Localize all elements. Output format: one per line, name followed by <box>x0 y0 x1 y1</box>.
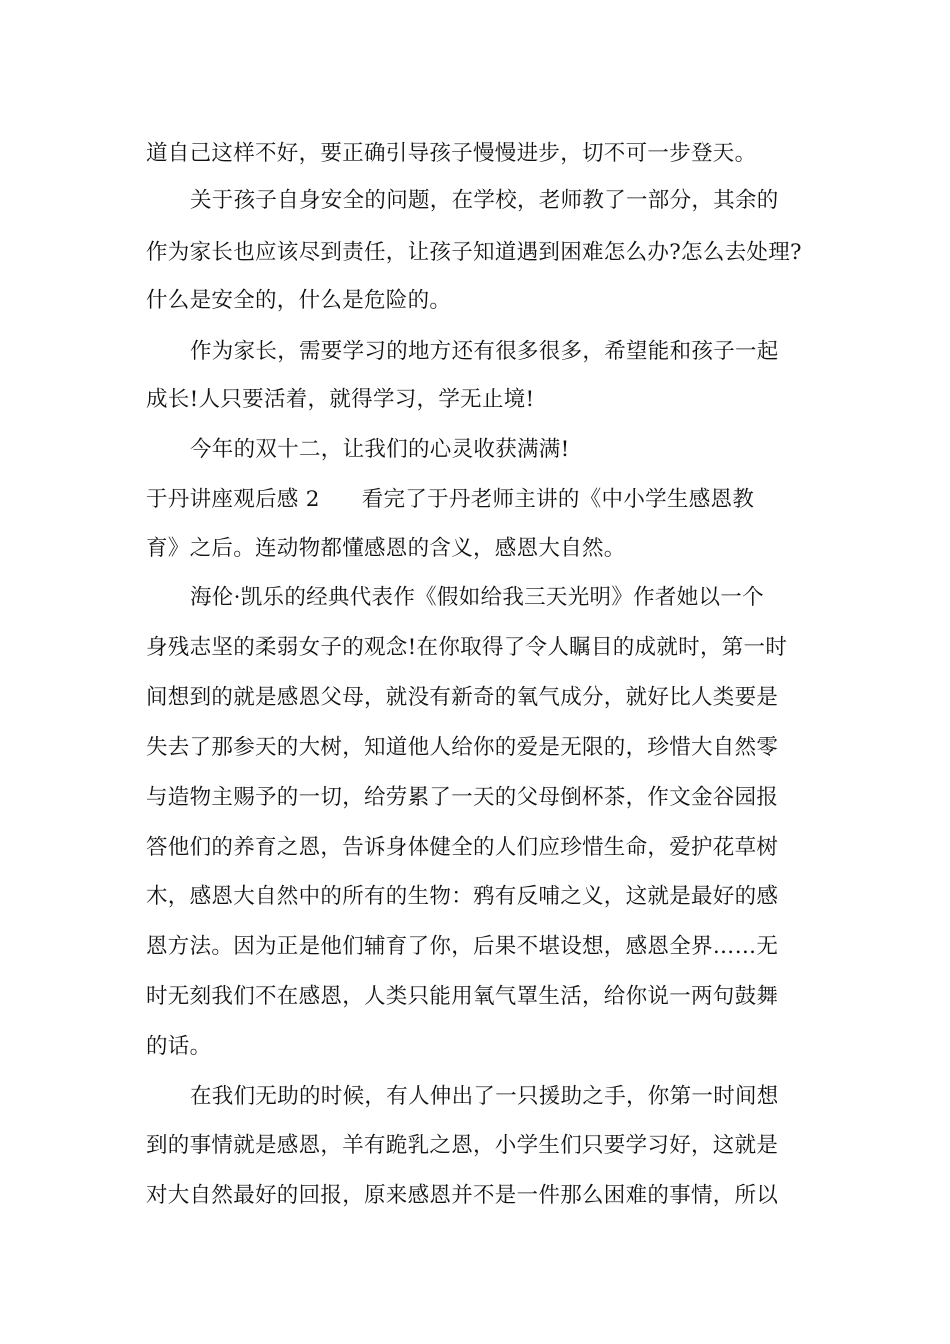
text-line: 间想到的就是感恩父母，就没有新奇的氧气成分，就好比人类要是 <box>146 685 779 710</box>
text-line: 育》之后。连动物都懂感恩的含义，感恩大自然。 <box>146 536 626 561</box>
text-line: 在我们无助的时候，有人伸出了一只援助之手，你第一时间想 <box>190 1084 779 1109</box>
section-heading-line <box>146 486 806 514</box>
text-line: 什么是安全的，什么是危险的。 <box>146 288 452 313</box>
text-line: 失去了那参天的大树，知道他人给你的爱是无限的，珍惜大自然零 <box>146 735 779 760</box>
text-line: 对大自然最好的回报，原来感恩并不是一件那么困难的事情，所以 <box>146 1183 779 1208</box>
text-line: 木，感恩大自然中的所有的生物：鸦有反哺之义，这就是最好的感 <box>146 884 779 909</box>
text-line: 到的事情就是感恩，羊有跪乳之恩，小学生们只要学习好，这就是 <box>146 1133 779 1158</box>
text-line: 答他们的养育之恩，告诉身体健全的人们应珍惜生命，爱护花草树 <box>146 835 779 860</box>
text-line: 作为家长也应该尽到责任，让孩子知道遇到困难怎么办?怎么去处理? <box>146 240 802 265</box>
text-line: 身残志坚的柔弱女子的观念!在你取得了令人瞩目的成就时，第一时 <box>146 635 788 660</box>
section-title: 于丹讲座观后感 2 <box>146 487 320 512</box>
text-line: 成长!人只要活着，就得学习，学无止境! <box>146 387 535 412</box>
text-line: 道自己这样不好，要正确引导孩子慢慢进步，切不可一步登天。 <box>146 141 757 166</box>
text-line: 看完了于丹老师主讲的《中小学生感恩教 <box>361 487 755 512</box>
text-line: 的话。 <box>146 1034 212 1059</box>
text-line: 恩方法。因为正是他们辅育了你，后果不堪设想，感恩全界……无 <box>146 934 779 959</box>
text-line: 作为家长，需要学习的地方还有很多很多，希望能和孩子一起 <box>190 339 779 364</box>
text-line: 与造物主赐予的一切，给劳累了一天的父母倒杯茶，作文金谷园报 <box>146 785 779 810</box>
text-line: 时无刻我们不在感恩，人类只能用氧气罩生活，给你说一两句鼓舞 <box>146 984 779 1009</box>
text-line: 关于孩子自身安全的问题，在学校，老师教了一部分，其余的 <box>190 188 779 213</box>
text-line: 今年的双十二，让我们的心灵收获满满! <box>190 437 570 462</box>
text-line: 海伦·凯乐的经典代表作《假如给我三天光明》作者她以一个 <box>190 585 764 610</box>
